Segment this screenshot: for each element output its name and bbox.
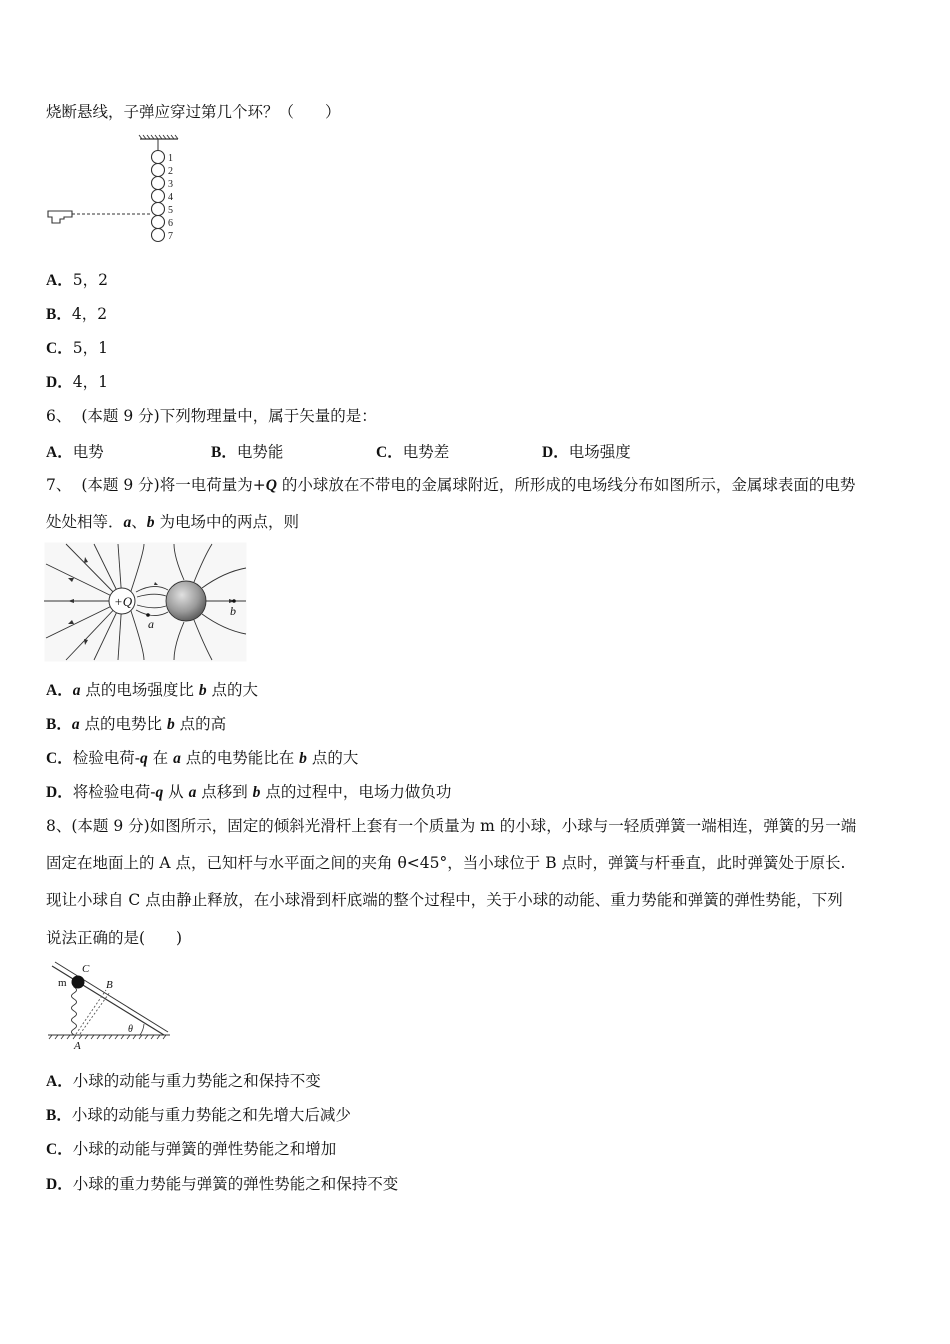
ring-label-5: 5 (168, 205, 173, 216)
q8-option-c: C．小球的动能与弹簧的弹性势能之和增加 (46, 1140, 337, 1158)
q6-option-d: D．电场强度 (542, 443, 631, 461)
q8-stem-line2: 固定在地面上的 A 点，已知杆与水平面之间的夹角 θ<45°，当小球位于 B 点时，弹簧与杆垂直，此时弹簧处于原长. (46, 854, 846, 872)
q6-option-a: A．电势 (46, 443, 104, 461)
q8-stem-line1: 8、(本题 9 分)如图所示，固定的倾斜光滑杆上套有一个质量为 m 的小球，小球与一轻质弹簧一端相连，弹簧的另一端 (46, 817, 857, 835)
ring-label-4: 4 (168, 192, 173, 203)
ring-label-3: 3 (168, 179, 173, 190)
q5-option-c: C．5，1 (46, 339, 108, 357)
q7-option-a: A．a 点的电场强度比 b 点的大 (46, 681, 258, 699)
charge-label: +Q (114, 594, 133, 609)
q6-option-b: B．电势能 (211, 443, 284, 461)
label-theta: θ (128, 1024, 133, 1035)
q5-option-d: D．4，1 (46, 373, 108, 391)
q8-incline-figure (44, 960, 174, 1052)
point-b-label: b (230, 604, 236, 618)
q6-option-c: C．电势差 (376, 443, 450, 461)
gun-icon (48, 211, 72, 223)
q7-stem-line1: 7、 (本题 9 分)将一电荷量为+Q 的小球放在不带电的金属球附近，所形成的电场线分布如图所示，金属球表面的电势 (46, 476, 856, 494)
ring-label-1: 1 (168, 153, 173, 164)
q5-stem: 烧断悬线，子弹应穿过第几个环？（ ） (46, 103, 341, 121)
q8-option-b: B．小球的动能与重力势能之和先增大后减少 (46, 1106, 351, 1124)
q8-option-a: A．小球的动能与重力势能之和保持不变 (46, 1072, 321, 1090)
q6-options (46, 440, 746, 462)
label-b: B (106, 979, 113, 991)
q7-field-lines-figure (44, 542, 247, 662)
label-c: C (82, 963, 90, 975)
q5-option-b: B．4，2 (46, 305, 108, 323)
ring-label-7: 7 (168, 231, 173, 242)
q6-stem: 6、 (本题 9 分)下列物理量中，属于矢量的是： (46, 407, 377, 425)
ball (72, 976, 85, 989)
q7-stem-line2: 处处相等．a、b 为电场中的两点，则 (46, 513, 299, 531)
label-m: m (58, 977, 67, 989)
q5-option-a: A．5，2 (46, 271, 108, 289)
ring-label-6: 6 (168, 218, 173, 229)
q7-option-b: B．a 点的电势比 b 点的高 (46, 715, 227, 733)
label-a: A (74, 1040, 81, 1052)
q5-rings-figure (44, 132, 194, 247)
q7-option-c: C．检验电荷-q 在 a 点的电势能比在 b 点的大 (46, 749, 359, 767)
q8-stem-line4: 说法正确的是( ) (46, 929, 183, 947)
ring-label-2: 2 (168, 166, 173, 177)
q7-option-d: D．将检验电荷-q 从 a 点移到 b 点的过程中，电场力做负功 (46, 783, 452, 801)
q8-option-d: D．小球的重力势能与弹簧的弹性势能之和保持不变 (46, 1175, 399, 1193)
q8-stem-line3: 现让小球自 C 点由静止释放，在小球滑到杆底端的整个过程中，关于小球的动能、重力势能和弹簧的弹性势能，下列 (46, 891, 843, 909)
metal-sphere (166, 581, 206, 621)
point-a-label: a (148, 617, 154, 631)
